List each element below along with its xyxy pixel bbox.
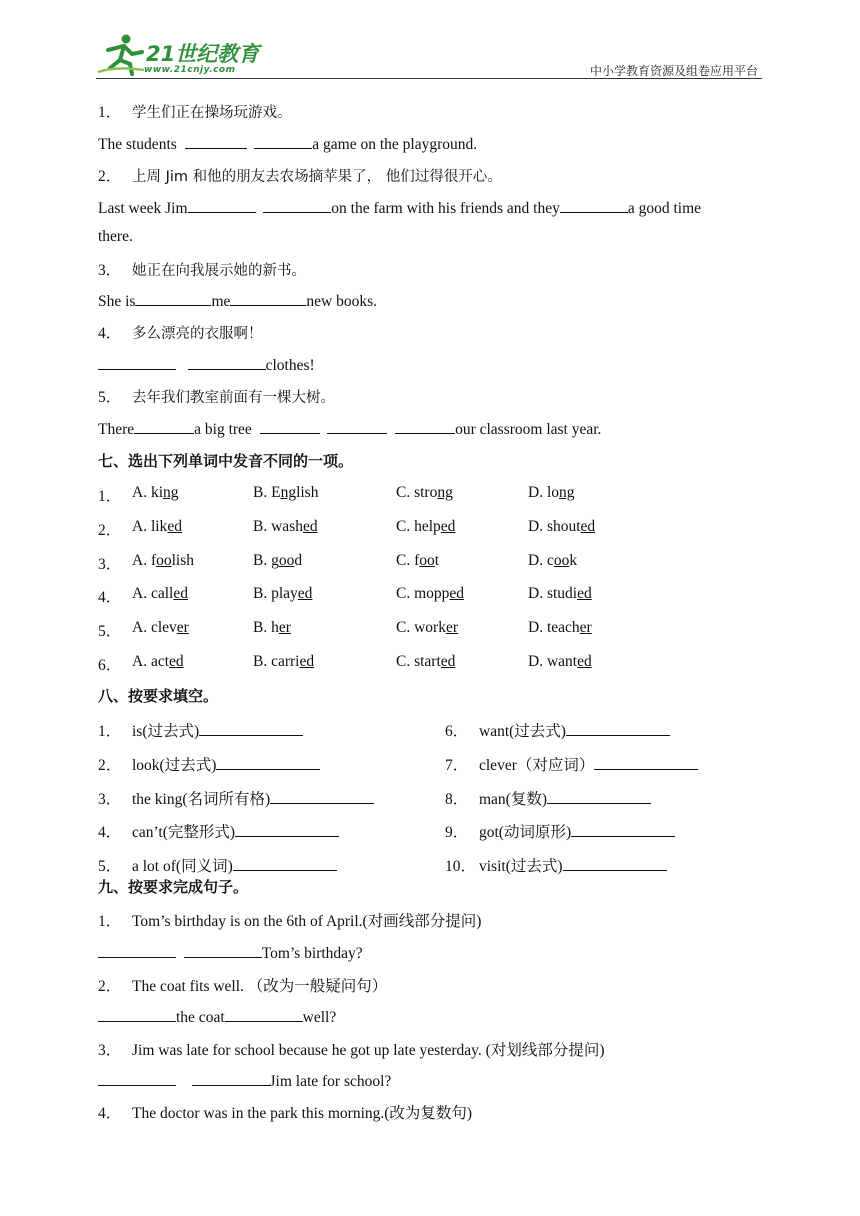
s9-q3: 3． Jim was late for school because he got up late yesterday. (对划线部分提问) [98, 1042, 605, 1059]
underlined-sound: er [445, 619, 458, 637]
word-part: B. play [253, 585, 298, 603]
answer-blank[interactable] [185, 134, 247, 149]
logo [96, 32, 266, 76]
option-d[interactable] [528, 619, 592, 637]
s9-q2: 2． The coat fits well. （改为一般疑问句） [98, 978, 388, 995]
answer-blank[interactable] [235, 822, 339, 837]
underlined-sound: ng [437, 484, 453, 501]
option-c[interactable] [396, 619, 458, 637]
question-prompt: want(过去式) [479, 723, 566, 740]
question-number: 1． [98, 488, 122, 505]
word-part: D. want [528, 653, 578, 670]
question-number: 3． [98, 790, 122, 808]
question-prompt: man(复数) [479, 790, 548, 808]
underlined-sound: ed [297, 585, 313, 603]
underlined-sound: oo [419, 551, 435, 569]
answer-blank[interactable] [566, 721, 670, 736]
question-number: 2． [98, 756, 122, 774]
word-part: d [294, 551, 303, 569]
underlined-sound: ed [169, 653, 184, 670]
answer-blank[interactable] [547, 789, 651, 804]
s9-q1: 1． Tom’s birthday is on the 6th of April.(对画线部分提问) [98, 913, 482, 930]
underlined-sound: ed [173, 585, 188, 603]
runner-icon [96, 32, 148, 76]
option-d[interactable] [528, 484, 575, 502]
word-part: D. lo [528, 484, 559, 501]
word-part: A. act [132, 653, 170, 670]
platform-name: 中小学教育资源及组卷应用平台 [589, 64, 758, 78]
word-part: C. help [396, 517, 441, 535]
word-part: C. f [396, 551, 420, 569]
logo-url: www.21cnjy.com [144, 65, 236, 75]
answer-blank[interactable] [395, 419, 455, 434]
logo-text: 21世纪教育 [146, 42, 260, 66]
s9-a2: the coat well? [98, 1007, 336, 1027]
fill-question [98, 753, 320, 775]
word-part: C. start [396, 653, 441, 670]
fill-question [445, 854, 667, 876]
question-number: 10． [445, 858, 477, 876]
s9-a3: Jim late for school? [98, 1071, 391, 1091]
underlined-sound: ed [577, 653, 592, 670]
question-prompt: the king(名词所有格) [132, 790, 271, 808]
word-part: A. lik [132, 517, 168, 535]
fill-question [98, 787, 374, 809]
word-part: A. f [132, 551, 157, 569]
question-number: 4． [98, 589, 122, 607]
option-a[interactable] [132, 518, 182, 536]
section-9-title: 九、按要求完成句子。 [98, 878, 249, 896]
answer-blank[interactable] [188, 355, 266, 370]
question-number: 1． [98, 723, 122, 740]
answer-blank[interactable] [563, 856, 667, 871]
translation-5-cn: 5． 去年我们教室前面有一棵大树。 [98, 389, 335, 406]
underlined-sound: ed [299, 653, 315, 670]
answer-blank[interactable] [135, 291, 211, 306]
translation-2-en: Last week Jim on the farm with his friends and they a good time [98, 200, 702, 217]
word-part: D. teach [528, 619, 580, 637]
option-c[interactable] [396, 585, 464, 603]
answer-blank[interactable] [134, 419, 194, 434]
option-a[interactable] [132, 552, 194, 570]
answer-blank[interactable] [199, 721, 303, 736]
option-b[interactable] [253, 552, 302, 570]
word-part: C. work [396, 619, 446, 637]
option-c[interactable] [396, 518, 455, 536]
answer-blank[interactable] [98, 1007, 176, 1022]
s9-a1: Tom’s birthday? [98, 943, 363, 963]
word-part: A. call [132, 585, 174, 603]
option-d[interactable] [528, 518, 595, 536]
section-8-title: 八、按要求填空。 [98, 687, 219, 705]
underlined-sound: oo [156, 551, 172, 569]
option-c[interactable] [396, 552, 439, 570]
underlined-sound: ng [280, 484, 297, 501]
answer-blank[interactable] [98, 355, 176, 370]
option-c[interactable] [396, 484, 453, 502]
fill-question [98, 820, 339, 842]
fill-question [445, 787, 651, 809]
answer-blank[interactable] [594, 755, 698, 770]
translation-1-en: The students a game on the playground. [98, 136, 478, 153]
underlined-sound: er [278, 619, 291, 637]
question-prompt: is(过去式) [132, 723, 200, 740]
question-prompt: look(过去式) [132, 756, 217, 774]
question-prompt: a lot of(同义词) [132, 858, 233, 876]
answer-blank[interactable] [254, 134, 312, 149]
word-part: t [434, 551, 440, 569]
underlined-sound: oo [553, 551, 570, 569]
option-b[interactable] [253, 619, 291, 637]
question-number: 8． [445, 790, 469, 808]
word-part: B. g [253, 551, 279, 569]
question-number: 6． [445, 723, 469, 740]
word-part: B. wash [253, 517, 303, 535]
option-d[interactable] [528, 653, 592, 671]
question-number: 7． [445, 756, 469, 774]
fill-question [98, 719, 303, 741]
question-prompt: visit(过去式) [479, 858, 563, 876]
translation-3-cn: 3． 她正在向我展示她的新书。 [98, 262, 306, 279]
translation-4-cn: 4． 多么漂亮的衣服啊！ [98, 325, 263, 342]
underlined-sound: ng [163, 484, 179, 501]
answer-blank[interactable] [184, 943, 262, 958]
option-a[interactable] [132, 653, 184, 671]
underlined-sound: ed [580, 517, 596, 535]
word-part: B. h [253, 619, 279, 637]
answer-blank[interactable] [233, 856, 337, 871]
underlined-sound: ed [449, 585, 465, 603]
question-number: 5． [98, 623, 122, 641]
page-header [96, 28, 762, 80]
s9-q4: 4． The doctor was in the park this morning.(改为复数句) [98, 1105, 473, 1122]
answer-blank[interactable] [560, 198, 628, 213]
answer-blank[interactable] [192, 1071, 270, 1086]
option-c[interactable] [396, 653, 455, 671]
word-part: B. E [253, 484, 281, 501]
answer-blank[interactable] [260, 419, 320, 434]
word-part: A. clev [132, 619, 177, 637]
question-prompt: got(动词原形) [479, 824, 572, 842]
word-part: C. mopp [396, 585, 450, 603]
fill-question [98, 854, 337, 876]
option-a[interactable] [132, 484, 179, 502]
header-divider [96, 78, 762, 79]
option-d[interactable] [528, 585, 592, 603]
underlined-sound: ed [577, 585, 592, 603]
option-d[interactable] [528, 552, 577, 570]
answer-blank[interactable] [216, 755, 320, 770]
underlined-sound: oo [278, 551, 295, 569]
word-part: lish [296, 484, 319, 501]
question-number: 3． [98, 555, 122, 573]
fill-question [445, 820, 675, 842]
word-part: B. carri [253, 653, 300, 670]
underlined-sound: ng [559, 484, 575, 501]
answer-blank[interactable] [270, 789, 374, 804]
option-b[interactable] [253, 585, 312, 603]
option-b[interactable] [253, 518, 318, 536]
answer-blank[interactable] [327, 419, 387, 434]
word-part: D. shout [528, 517, 581, 535]
translation-3-en: She is me new books. [98, 293, 378, 310]
answer-blank[interactable] [98, 943, 176, 958]
option-a[interactable] [132, 619, 189, 637]
question-prompt: can’t(完整形式) [132, 824, 236, 842]
translation-2-en-cont: there. [98, 228, 133, 245]
word-part: D. studi [528, 585, 578, 603]
option-b[interactable] [253, 484, 318, 502]
underlined-sound: ed [302, 517, 318, 535]
translation-2-cn: 2． 上周 Jim 和他的朋友去农场摘苹果了， 他们过得很开心。 [98, 168, 502, 185]
question-number: 2． [98, 521, 122, 539]
underlined-sound: ed [167, 517, 182, 535]
underlined-sound: er [579, 619, 592, 637]
word-part: D. c [528, 551, 554, 569]
question-prompt: clever（对应词） [479, 756, 595, 774]
underlined-sound: ed [440, 517, 456, 535]
fill-question [445, 719, 670, 741]
underlined-sound: ed [440, 653, 456, 670]
answer-blank[interactable] [263, 198, 331, 213]
answer-blank[interactable] [571, 822, 675, 837]
answer-blank[interactable] [188, 198, 256, 213]
translation-1-cn: 1． 学生们正在操场玩游戏。 [98, 104, 292, 121]
answer-blank[interactable] [98, 1071, 176, 1086]
question-number: 4． [98, 824, 122, 842]
question-number: 9． [445, 824, 469, 842]
question-number: 6． [98, 657, 122, 674]
translation-5-en: There a big tree our classroom last year. [98, 421, 602, 438]
answer-blank[interactable] [225, 1007, 303, 1022]
question-number: 5． [98, 858, 122, 876]
underlined-sound: er [176, 619, 189, 637]
section-7-title: 七、选出下列单词中发音不同的一项。 [98, 452, 354, 470]
word-part: A. ki [132, 484, 163, 501]
translation-4-en: clothes! [98, 355, 315, 375]
word-part: C. stro [396, 484, 438, 501]
word-part: k [569, 551, 578, 569]
answer-blank[interactable] [230, 291, 306, 306]
option-b[interactable] [253, 653, 314, 671]
option-a[interactable] [132, 585, 188, 603]
fill-question [445, 753, 698, 775]
word-part: lish [171, 551, 195, 569]
